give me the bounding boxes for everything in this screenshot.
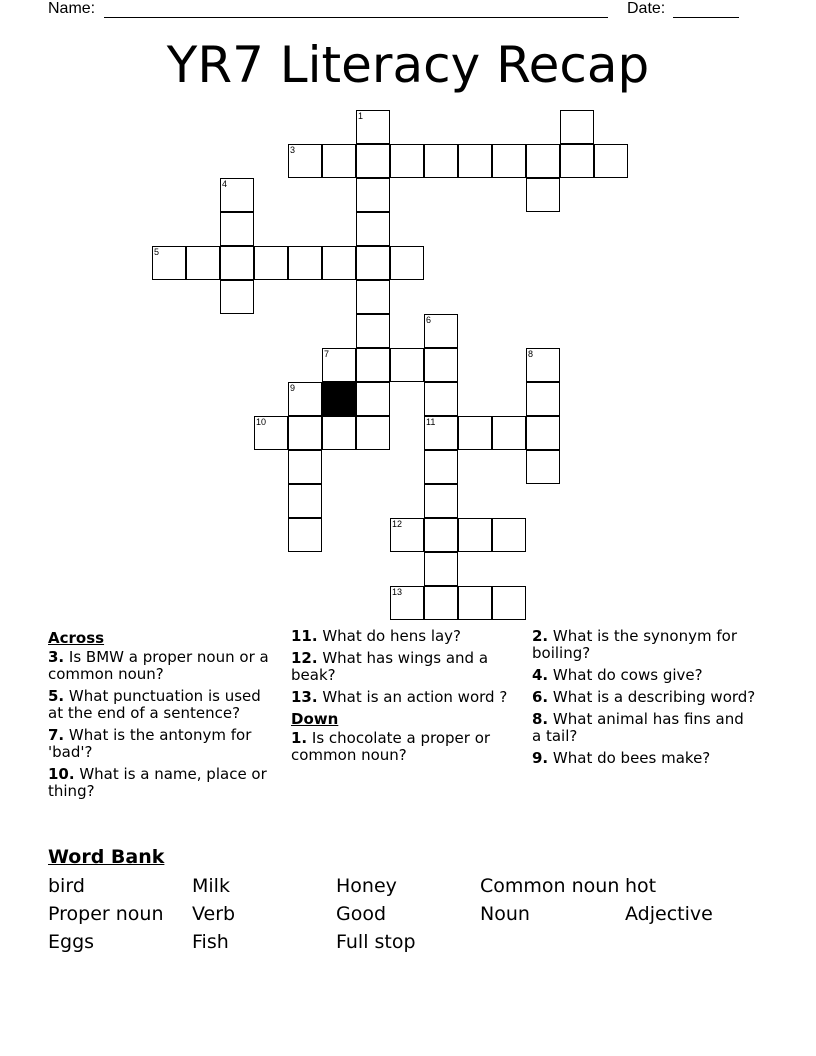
crossword-cell[interactable] — [390, 144, 424, 178]
crossword-cell[interactable] — [424, 484, 458, 518]
cell-number: 11 — [426, 417, 436, 427]
crossword-cell[interactable] — [356, 314, 390, 348]
clue-text: What animal has fins and a tail? — [532, 710, 744, 745]
crossword-cell[interactable] — [288, 450, 322, 484]
clue-text: What is the synonym for boiling? — [532, 627, 737, 662]
clue-text: What do hens lay? — [317, 627, 462, 645]
crossword-cell[interactable] — [424, 552, 458, 586]
crossword-cell[interactable] — [492, 518, 526, 552]
cell-number: 12 — [392, 519, 403, 529]
clue-number: 2. — [532, 627, 549, 645]
down-clue-list — [291, 730, 516, 764]
crossword-cell[interactable] — [322, 416, 356, 450]
cell-number: 10 — [256, 417, 267, 427]
clue-text: What do bees make? — [548, 749, 711, 767]
crossword-cell[interactable] — [186, 246, 220, 280]
word-bank-item: Milk — [192, 875, 230, 897]
word-bank-item: Fish — [192, 931, 229, 953]
clue — [48, 649, 273, 683]
clue — [291, 628, 516, 645]
crossword-cell[interactable] — [492, 144, 526, 178]
down-clue-list-continued — [532, 628, 757, 767]
word-bank-item: bird — [48, 875, 85, 897]
clue — [532, 628, 757, 662]
clue — [532, 689, 757, 706]
clue-number: 7. — [48, 726, 65, 744]
clue-text: What has wings and a beak? — [291, 649, 489, 684]
word-bank-item: Adjective — [625, 903, 713, 925]
crossword-cell[interactable] — [356, 416, 390, 450]
clue-text: What is the antonym for 'bad'? — [48, 726, 252, 761]
clue — [291, 689, 516, 706]
clue-number: 13. — [291, 688, 318, 706]
cell-number: 4 — [222, 179, 228, 189]
clue-number: 6. — [532, 688, 549, 706]
clue-number: 5. — [48, 687, 65, 705]
crossword-cell[interactable] — [458, 518, 492, 552]
crossword-cell[interactable] — [526, 450, 560, 484]
date-label: Date: — [627, 0, 666, 17]
word-bank-heading: Word Bank — [48, 846, 165, 868]
crossword-cell[interactable] — [492, 586, 526, 620]
clue-text: What is a describing word? — [548, 688, 756, 706]
crossword-cell[interactable] — [220, 246, 254, 280]
clue-text: What is an action word ? — [317, 688, 508, 706]
clue-number: 11. — [291, 627, 318, 645]
clue — [532, 667, 757, 684]
crossword-cell[interactable] — [220, 212, 254, 246]
blocked-cell — [322, 382, 356, 416]
crossword-cell[interactable] — [424, 144, 458, 178]
crossword-cell[interactable] — [526, 348, 560, 382]
crossword-cell[interactable] — [390, 518, 424, 552]
crossword-cell[interactable] — [152, 246, 186, 280]
cell-number: 3 — [290, 145, 296, 155]
crossword-cell[interactable] — [220, 280, 254, 314]
cell-number: 9 — [290, 383, 296, 393]
cell-number: 6 — [426, 315, 432, 325]
crossword-cell[interactable] — [424, 450, 458, 484]
clue-number: 4. — [532, 666, 549, 684]
name-line[interactable] — [104, 17, 608, 18]
crossword-cell[interactable] — [288, 144, 322, 178]
crossword-cell[interactable] — [356, 178, 390, 212]
clues-column-3 — [532, 628, 757, 772]
crossword-cell[interactable] — [458, 586, 492, 620]
crossword-cell[interactable] — [288, 246, 322, 280]
crossword-cell[interactable] — [526, 416, 560, 450]
clue-number: 9. — [532, 749, 549, 767]
crossword-cell[interactable] — [424, 314, 458, 348]
crossword-cell[interactable] — [288, 382, 322, 416]
crossword-cell[interactable] — [424, 416, 458, 450]
word-bank-item: hot — [625, 875, 657, 897]
crossword-cell[interactable] — [560, 110, 594, 144]
crossword-cell[interactable] — [322, 246, 356, 280]
across-heading: Across — [48, 629, 105, 647]
crossword-cell[interactable] — [254, 416, 288, 450]
word-bank-item: Proper noun — [48, 903, 164, 925]
word-bank-item: Full stop — [336, 931, 416, 953]
down-heading: Down — [291, 710, 339, 728]
crossword-cell[interactable] — [390, 348, 424, 382]
clue-text: What is a name, place or thing? — [48, 765, 267, 800]
cell-number: 7 — [324, 349, 330, 359]
crossword-cell[interactable] — [526, 178, 560, 212]
crossword-cell[interactable] — [390, 246, 424, 280]
clues-column-2 — [291, 628, 516, 769]
word-bank-item: Noun — [480, 903, 530, 925]
cell-number: 8 — [528, 349, 534, 359]
crossword-cell[interactable] — [424, 518, 458, 552]
crossword-cell[interactable] — [424, 382, 458, 416]
crossword-cell[interactable] — [356, 246, 390, 280]
crossword-cell[interactable] — [254, 246, 288, 280]
crossword-cell[interactable] — [356, 280, 390, 314]
word-bank-item: Eggs — [48, 931, 95, 953]
word-bank-item: Common noun — [480, 875, 620, 897]
cell-number: 1 — [358, 111, 364, 121]
word-bank-item: Verb — [192, 903, 236, 925]
clue-number: 12. — [291, 649, 318, 667]
page-title: YR7 Literacy Recap — [166, 36, 650, 94]
crossword-cell[interactable] — [288, 518, 322, 552]
crossword-cell[interactable] — [322, 144, 356, 178]
clue-number: 3. — [48, 648, 65, 666]
crossword-cell[interactable] — [356, 348, 390, 382]
crossword-cell[interactable] — [356, 144, 390, 178]
clue-number: 8. — [532, 710, 549, 728]
cell-number: 5 — [154, 247, 160, 257]
crossword-cell[interactable] — [560, 144, 594, 178]
word-bank-item: Good — [336, 903, 387, 925]
crossword-cell[interactable] — [288, 416, 322, 450]
across-clue-list-continued — [291, 628, 516, 706]
crossword-cell[interactable] — [526, 382, 560, 416]
date-line[interactable] — [673, 17, 739, 18]
clue-number: 1. — [291, 729, 308, 747]
across-clue-list — [48, 649, 273, 800]
clue-number: 10. — [48, 765, 75, 783]
crossword-cell[interactable] — [526, 144, 560, 178]
clue — [532, 711, 757, 745]
crossword-cell[interactable] — [492, 416, 526, 450]
clues-column-1 — [48, 628, 273, 805]
crossword-cell[interactable] — [322, 348, 356, 382]
crossword-cell[interactable] — [220, 178, 254, 212]
clue-text: What do cows give? — [548, 666, 703, 684]
crossword-cell[interactable] — [390, 586, 424, 620]
name-label: Name: — [48, 0, 96, 17]
crossword-cell[interactable] — [288, 484, 322, 518]
clue — [48, 727, 273, 761]
cell-number: 13 — [392, 587, 403, 597]
crossword-cell[interactable] — [424, 348, 458, 382]
clue-text: Is BMW a proper noun or a common noun? — [48, 648, 269, 683]
crossword-cell[interactable] — [594, 144, 628, 178]
crossword-cell[interactable] — [356, 110, 390, 144]
clue — [48, 688, 273, 722]
clue-text: What punctuation is used at the end of a sentence? — [48, 687, 261, 722]
clue-text: Is chocolate a proper or common noun? — [291, 729, 491, 764]
clue — [291, 730, 516, 764]
crossword-cell[interactable] — [424, 586, 458, 620]
word-bank-item: Honey — [336, 875, 397, 897]
clue — [532, 750, 757, 767]
crossword-cell[interactable] — [356, 382, 390, 416]
clue — [48, 766, 273, 800]
crossword-cell[interactable] — [356, 212, 390, 246]
crossword-cell[interactable] — [458, 416, 492, 450]
crossword-cell[interactable] — [458, 144, 492, 178]
clue — [291, 650, 516, 684]
